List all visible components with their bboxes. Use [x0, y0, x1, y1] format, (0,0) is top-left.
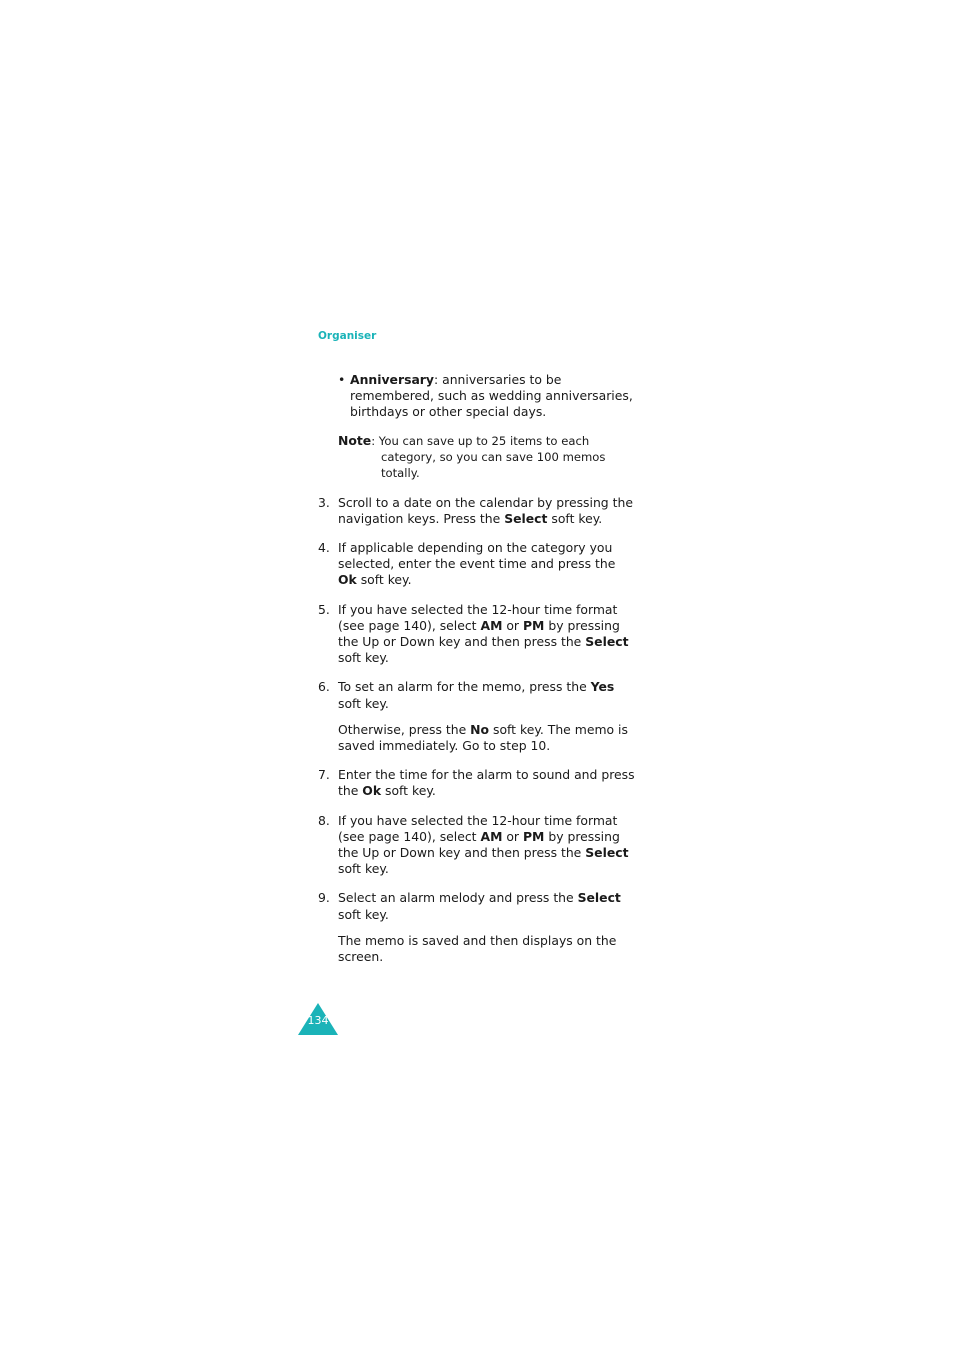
step-3: [318, 495, 638, 527]
step-text: Scroll to a date on the calendar by pressing the navigation keys. Press the: [338, 494, 633, 526]
note-text: : You can save up to 25 items to each category, so you can save 100 memos totally.: [371, 433, 606, 480]
step-7: [318, 767, 638, 799]
step-key: Select: [504, 510, 548, 526]
step-number: 4.: [318, 540, 330, 556]
step-key: AM: [480, 828, 503, 844]
step-4: [318, 540, 638, 589]
step-text: To set an alarm for the memo, press the: [338, 679, 591, 695]
step-text: Enter the time for the alarm to sound and press the: [338, 767, 635, 799]
step-text: soft key.: [338, 650, 389, 666]
step-9: [318, 890, 638, 965]
step-number: 3.: [318, 494, 330, 510]
step-9-followup: The memo is saved and then displays on the screen.: [338, 932, 617, 965]
step-text: soft key.: [338, 861, 389, 877]
bullet-text: : anniversaries to be remembered, such as wedding anniversaries, birthdays or other special days.: [350, 372, 633, 420]
step-number: 8.: [318, 812, 330, 828]
step-text: by pressing the Up or Down key and then press the: [338, 617, 620, 650]
step-6-followup: [338, 722, 638, 754]
step-text: If you have selected the 12-hour time format (see page 140), select: [338, 601, 618, 633]
bullet-symbol: •: [338, 372, 346, 387]
note-label: Note: [338, 432, 372, 448]
step-text: soft key.: [356, 572, 412, 588]
step-key: Select: [585, 634, 629, 650]
step-key: Select: [585, 845, 629, 861]
step-number: 7.: [318, 767, 330, 783]
step-number: 6.: [318, 679, 330, 695]
note: [318, 433, 638, 481]
section-header: Organiser: [318, 330, 377, 342]
page-number-badge: [298, 1003, 338, 1035]
step-key: Yes: [590, 679, 615, 695]
step-text: soft key.: [338, 906, 389, 922]
step-8: [318, 813, 638, 878]
step-number: 5.: [318, 601, 330, 617]
step-key: PM: [522, 617, 545, 633]
page-content: [318, 372, 638, 965]
step-text: or: [502, 617, 523, 633]
step-key: Ok: [338, 572, 357, 588]
step-text: If applicable depending on the category you selected, enter the event time and press the: [338, 540, 616, 572]
bullet-term: Anniversary: [350, 372, 434, 387]
step-text: soft key.: [338, 695, 389, 711]
step-6: [318, 679, 638, 754]
page-number: 134: [307, 1014, 329, 1027]
step-text: soft key.: [381, 783, 436, 799]
step-text: by pressing the Up or Down key and then press the: [338, 828, 620, 861]
step-text: soft key.: [547, 510, 603, 526]
step-text: Select an alarm melody and press the: [338, 890, 578, 906]
step-text: Otherwise, press the: [338, 721, 471, 737]
step-text: If you have selected the 12-hour time format (see page 140), select: [338, 812, 618, 844]
step-key: PM: [522, 828, 545, 844]
step-key: No: [470, 721, 490, 737]
step-number: 9.: [318, 890, 330, 906]
step-key: AM: [480, 617, 503, 633]
bullet-anniversary: [318, 372, 638, 421]
step-text: soft key. The memo is saved immediately. Go to step 10.: [338, 721, 628, 754]
step-key: Select: [577, 890, 621, 906]
step-key: Ok: [362, 783, 382, 799]
step-5: [318, 602, 638, 667]
step-text: or: [502, 828, 523, 844]
